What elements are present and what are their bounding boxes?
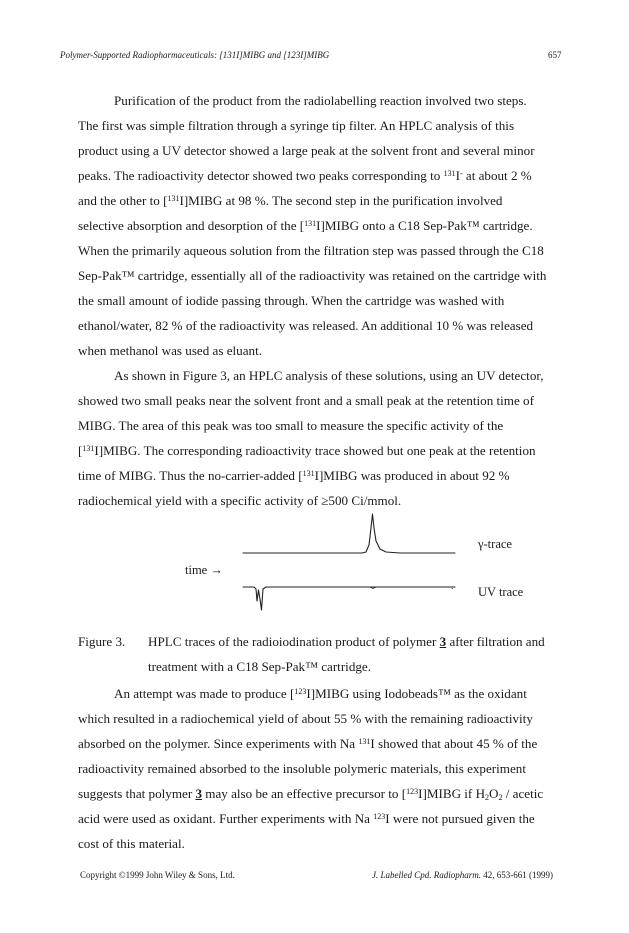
body-line: Sep-Pak™ cartridge, essentially all of the radioactivity was retained on the cartridge with — [78, 268, 547, 283]
figure-caption: treatment with a C18 Sep-Pak™ cartridge. — [148, 659, 371, 674]
body-line: radiochemical yield with a specific activity of ≥500 Ci/mmol. — [78, 493, 402, 508]
body-line: product using a UV detector showed a large peak at the solvent front and several minor — [78, 143, 535, 158]
body-line: As shown in Figure 3, an HPLC analysis of these solutions, using an UV detector, — [114, 368, 544, 383]
figure-caption: HPLC traces of the radioiodination product of polymer 3 after filtration and — [148, 634, 545, 649]
uv-trace-minor-tick: . — [451, 581, 454, 591]
uv-trace-line — [243, 587, 455, 610]
body-line: suggests that polymer 3 may also be an effective precursor to [$^{123}$I]MIBG if $H_2O_2$ / acetic — [78, 786, 544, 802]
body-line: and the other to [$^{131}$I]MIBG at 98 %. The second step in the purification involved — [78, 193, 503, 208]
time-axis-label: time → — [185, 563, 223, 577]
body-line: [$^{131}$I]MIBG. The corresponding radioactivity trace showed but one peak at the retention — [78, 443, 536, 458]
page-number: 657 — [548, 50, 562, 60]
body-line: When the primarily aqueous solution from the filtration step was passed through the C18 — [78, 243, 544, 258]
body-line: The first was simple filtration through a syringe tip filter. An HPLC analysis of this — [78, 118, 515, 133]
body-line: the small amount of iodide passing through. When the cartridge was washed with — [78, 293, 505, 308]
body-line: MIBG. The area of this peak was too small to measure the specific activity of the — [78, 418, 504, 433]
gamma-trace-label: γ-trace — [478, 537, 512, 551]
body-line: cost of this material. — [78, 836, 185, 851]
body-line: showed two small peaks near the solvent front and a small peak at the retention time of — [78, 393, 534, 408]
body-line: radioactivity remained absorbed to the insoluble polymeric materials, this experiment — [78, 761, 526, 776]
body-line: selective absorption and desorption of the [$^{131}$I]MIBG onto a C18 Sep-Pak™ cartridge. — [78, 218, 533, 233]
body-line: acid were used as oxidant. Further experiments with Na $^{123}$I were not pursued given the — [78, 811, 535, 826]
body-line: which resulted in a radiochemical yield of about 55 % with the remaining radioactivity — [78, 711, 533, 726]
body-line: An attempt was made to produce [$^{123}$I]MIBG using Iodobeads™ as the oxidant — [114, 686, 527, 701]
figure-caption-number: Figure 3. — [78, 634, 126, 649]
body-line: peaks. The radioactivity detector showed two peaks corresponding to $^{131}$I- at about 2 % — [78, 168, 532, 183]
citation-footer: J. Labelled Cpd. Radiopharm. 42, 653-661 (1999) — [372, 870, 553, 880]
body-line: when methanol was used as eluant. — [78, 343, 262, 358]
running-header: Polymer-Supported Radiopharmaceuticals: [131I]MIBG and [123I]MIBG — [60, 50, 330, 60]
gamma-trace-line — [243, 514, 455, 553]
body-line: time of MIBG. Thus the no-carrier-added [$^{131}$I]MIBG was produced in about 92 % — [78, 468, 510, 483]
copyright-footer: Copyright ©1999 John Wiley & Sons, Ltd. — [80, 870, 235, 880]
uv-trace-label: UV trace — [478, 585, 524, 599]
body-line: ethanol/water, 82 % of the radioactivity was released. An additional 10 % was released — [78, 318, 534, 333]
body-line: absorbed on the polymer. Since experiments with Na $^{131}$I showed that about 45 % of the — [78, 736, 538, 751]
body-line: Purification of the product from the radiolabelling reaction involved two steps. — [114, 93, 527, 108]
